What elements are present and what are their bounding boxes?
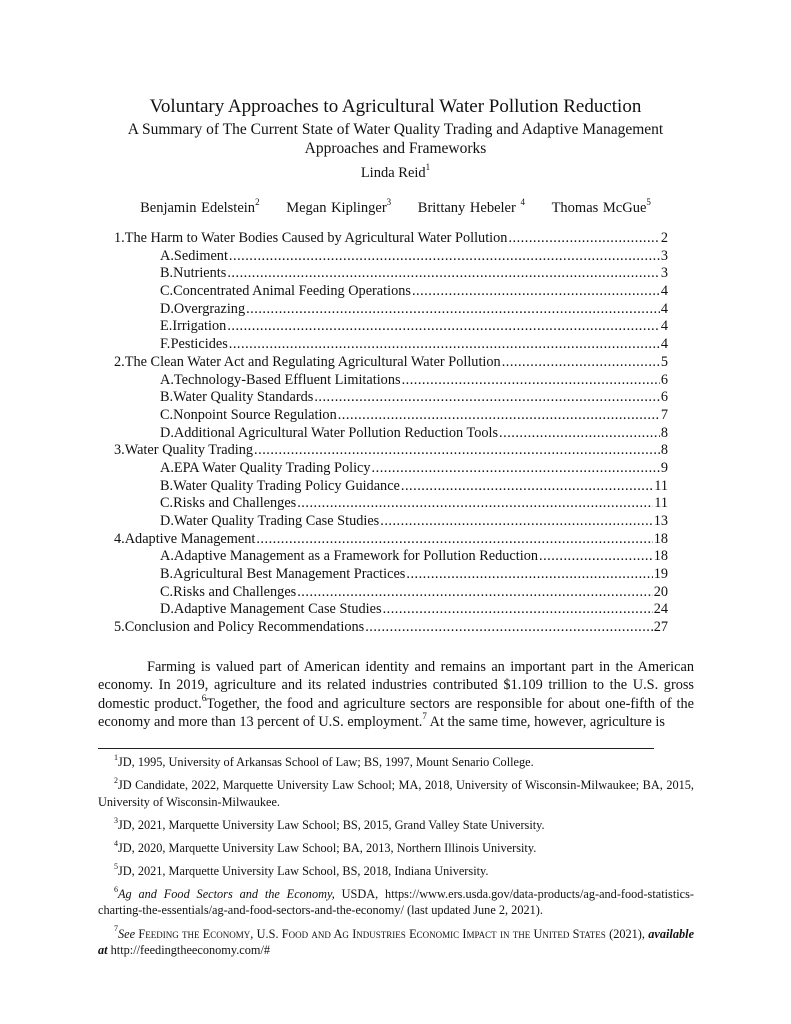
footnote-ref[interactable]: 2 (255, 197, 260, 208)
toc-entry-number: C. (160, 283, 174, 300)
toc-entry-number: E. (160, 318, 173, 335)
toc-entry-number: B. (160, 566, 174, 583)
footnote-link[interactable]: USDA, https://www.ers.usda.gov/data-products/ag-and-food-statistics-charting-the-essentials/ag-and-food-sectors-and-the-economy/ (last updated June 2, 2021). (98, 886, 694, 918)
footnote-ref[interactable]: 1 (425, 162, 431, 173)
table-of-contents (114, 230, 668, 637)
toc-entry-label: Additional Agricultural Water Pollution Reduction Tools (173, 424, 499, 441)
toc-entry[interactable] (114, 248, 668, 266)
toc-entry-page: 9 (660, 459, 668, 476)
toc-leader-dots (256, 531, 652, 549)
footnote-ref[interactable]: 5 (646, 197, 651, 208)
toc-entry-page: 4 (660, 300, 668, 317)
toc-entry-label: Adaptive Management as a Framework for Pollution Reduction (173, 548, 538, 565)
toc-entry[interactable] (114, 460, 668, 478)
toc-entry[interactable] (114, 584, 668, 602)
toc-entry-label: Water Quality Standards (173, 389, 314, 406)
body-paragraph: Farming is valued part of American identity and remains an important part in the American economy. In 2019, agriculture and its related industries contributed $1.109 trillion to the U.S. gross domestic product.$^6$Together, the food and agriculture sectors are responsible for about one-fifth of the economy and more than 13 percent of U.S. employment.$^7$ At the same time, however, agriculture is (98, 659, 694, 731)
toc-entry[interactable] (114, 372, 668, 390)
toc-entry[interactable] (114, 301, 668, 319)
toc-entry-page: 8 (660, 442, 668, 459)
footnote: $^2$JD Candidate, 2022, Marquette University Law School; MA, 2018, University of Wisconsin-Milwaukee; BA, 2015, University of Wisconsin-Milwaukee. (98, 776, 694, 809)
toc-entry-number: D. (160, 424, 174, 441)
footnote-divider (98, 748, 654, 749)
toc-entry-page: 3 (660, 247, 668, 264)
toc-entry-page: 3 (660, 265, 668, 282)
toc-entry-number: 4. (114, 530, 125, 547)
toc-entry-page: 2 (660, 230, 668, 246)
toc-leader-dots (229, 248, 660, 266)
toc-entry[interactable] (114, 389, 668, 407)
toc-entry-page: 11 (654, 495, 668, 512)
toc-entry-number: D. (160, 300, 174, 317)
toc-entry-page: 18 (653, 530, 668, 547)
footnote-ref[interactable]: 4 (520, 197, 525, 208)
footnote: $^7$See Feeding the Economy, U.S. Food and Ag Industries Economic Impact in the United States (2021), available at http://feedingtheeconomy.com/# (98, 924, 695, 958)
toc-entry-page: 7 (660, 406, 668, 423)
toc-leader-dots (297, 584, 652, 602)
toc-entry[interactable] (114, 336, 668, 354)
toc-leader-dots (401, 478, 653, 496)
toc-entry[interactable] (114, 601, 668, 619)
toc-entry[interactable] (114, 354, 668, 372)
toc-entry-label: Nonpoint Source Regulation (173, 406, 337, 423)
toc-entry-number: A. (160, 459, 174, 476)
toc-entry[interactable] (114, 442, 668, 460)
toc-entry-number: A. (160, 548, 174, 565)
footnote-link[interactable]: http://feedingtheeconomy.com/# (107, 943, 271, 958)
toc-entry-page: 6 (660, 371, 668, 388)
footnote: $^6$Ag and Food Sectors and the Economy, USDA, https://www.ers.usda.gov/data-products/ag-and-food-statistics-charting-the-essentials/ag-and-food-sectors-and-the-economy/ (last updated June 2, 2021). (98, 884, 694, 918)
toc-entry[interactable] (114, 425, 668, 443)
toc-entry-page: 24 (653, 601, 668, 618)
toc-entry-label: The Clean Water Act and Regulating Agricultural Water Pollution (124, 353, 501, 370)
toc-entry-label: Nutrients (173, 265, 227, 282)
author: Benjamin Edelstein$^2$ (140, 197, 260, 216)
toc-entry-label: Agricultural Best Management Practices (173, 566, 406, 583)
toc-entry-label: EPA Water Quality Trading Policy (173, 459, 371, 476)
footnote: $^4$JD, 2020, Marquette University Law School; BA, 2013, Northern Illinois University. (114, 838, 537, 855)
footnote: $^5$JD, 2021, Marquette University Law School, BS, 2018, Indiana University. (114, 861, 489, 878)
toc-entry-page: 8 (660, 424, 668, 441)
footnote: $^1$JD, 1995, University of Arkansas School of Law; BS, 1997, Mount Senario College. (114, 752, 534, 769)
toc-entry-page: 5 (660, 353, 668, 370)
toc-entry-label: Pesticides (170, 336, 228, 353)
toc-entry[interactable] (114, 548, 668, 566)
toc-leader-dots (402, 372, 660, 390)
toc-entry-number: C. (160, 495, 174, 512)
toc-leader-dots (372, 460, 660, 478)
toc-entry-page: 6 (660, 389, 668, 406)
toc-entry-page: 20 (653, 583, 668, 600)
toc-entry-label: Water Quality Trading Case Studies (173, 513, 380, 529)
author: Thomas McGue$^5$ (551, 197, 651, 216)
toc-leader-dots (254, 442, 660, 460)
toc-entry-page: 4 (660, 283, 668, 300)
toc-entry[interactable] (114, 566, 668, 584)
toc-entry-label: Water Quality Trading (124, 442, 254, 459)
toc-leader-dots (227, 318, 660, 336)
toc-entry[interactable] (114, 619, 668, 637)
toc-leader-dots (412, 283, 660, 301)
toc-entry-label: Concentrated Animal Feeding Operations (173, 283, 411, 300)
toc-leader-dots (539, 548, 653, 566)
toc-entry-number: C. (160, 406, 174, 423)
toc-entry-label: Conclusion and Policy Recommendations (124, 619, 365, 636)
footnote: $^3$JD, 2021, Marquette University Law School; BS, 2015, Grand Valley State University. (114, 815, 545, 832)
toc-entry-label: Risks and Challenges (173, 583, 297, 600)
toc-entry-number: C. (160, 583, 174, 600)
document-subtitle: A Summary of The Current State of Water Quality Trading and Adaptive Management Approaches and Frameworks (127, 121, 664, 157)
toc-entry-number: 1. (114, 230, 125, 246)
toc-entry-number: A. (160, 371, 174, 388)
toc-entry-label: Risks and Challenges (173, 495, 297, 512)
toc-leader-dots (229, 336, 660, 354)
footnote-ref[interactable]: 3 (386, 197, 392, 208)
toc-entry[interactable] (114, 265, 668, 283)
toc-entry[interactable] (114, 478, 668, 496)
toc-leader-dots (227, 265, 660, 283)
toc-entry[interactable] (114, 230, 668, 248)
toc-entry-label: Water Quality Trading Policy Guidance (173, 477, 400, 494)
author: Megan Kiplinger$^3$ (286, 197, 392, 216)
toc-leader-dots (502, 354, 660, 372)
toc-entry-number: D. (160, 513, 174, 529)
toc-entry-page: 13 (653, 513, 668, 529)
toc-leader-dots (314, 389, 660, 407)
toc-entry-number: B. (160, 389, 174, 406)
footnote-ref[interactable]: 7 (422, 711, 427, 722)
toc-entry-page: 4 (660, 336, 668, 353)
toc-entry-label: Technology-Based Effluent Limitations (173, 371, 401, 388)
footnote-ref[interactable]: 6 (201, 693, 207, 704)
toc-entry[interactable] (114, 318, 668, 336)
toc-leader-dots (297, 495, 653, 513)
toc-entry[interactable] (114, 531, 668, 549)
toc-entry-number: 3. (114, 442, 125, 459)
lead-author (0, 164, 791, 182)
toc-entry-number: B. (160, 265, 174, 282)
lead-author-name: Linda Reid (360, 165, 426, 181)
toc-leader-dots (383, 601, 653, 619)
toc-entry-number: 2. (114, 353, 125, 370)
toc-entry-page: 4 (660, 318, 668, 335)
toc-leader-dots (246, 301, 660, 319)
toc-entry-number: A. (160, 247, 174, 264)
toc-entry-label: The Harm to Water Bodies Caused by Agricultural Water Pollution (124, 230, 508, 246)
toc-entry-label: Adaptive Management (124, 530, 256, 547)
toc-entry[interactable] (114, 495, 668, 513)
toc-entry[interactable] (114, 407, 668, 425)
toc-leader-dots (499, 425, 660, 443)
toc-entry-number: 5. (114, 619, 125, 636)
document-title: Voluntary Approaches to Agricultural Water Pollution Reduction (149, 96, 642, 117)
toc-entry-page: 19 (653, 566, 668, 583)
toc-entry-label: Sediment (173, 247, 228, 264)
toc-leader-dots (406, 566, 652, 584)
toc-entry[interactable] (114, 513, 668, 531)
toc-entry-label: Overgrazing (173, 300, 246, 317)
toc-entry-number: F. (160, 336, 171, 353)
author-list (0, 199, 791, 217)
toc-entry-label: Adaptive Management Case Studies (173, 601, 382, 618)
toc-entry-page: 27 (653, 619, 668, 636)
toc-entry-label: Irrigation (172, 318, 227, 335)
toc-leader-dots (338, 407, 660, 425)
author: Brittany Hebeler $^4$ (417, 197, 525, 216)
toc-entry-number: B. (160, 477, 174, 494)
toc-leader-dots (508, 230, 659, 248)
toc-entry[interactable] (114, 283, 668, 301)
toc-leader-dots (380, 513, 652, 531)
toc-leader-dots (365, 619, 653, 637)
footnotes (98, 754, 694, 965)
toc-entry-page: 18 (653, 548, 668, 565)
toc-entry-page: 11 (654, 477, 668, 494)
toc-entry-number: D. (160, 601, 174, 618)
